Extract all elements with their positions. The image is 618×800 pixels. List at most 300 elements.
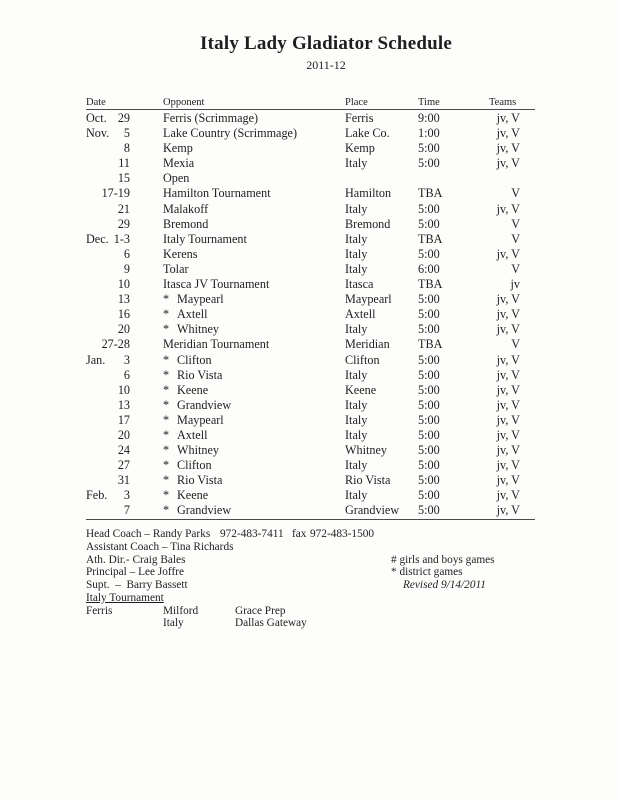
district-marker: *	[163, 458, 170, 473]
date-day: 13	[117, 397, 130, 412]
tournament-row	[86, 605, 535, 618]
opponent-cell	[163, 337, 345, 352]
time-cell: 5:00	[418, 292, 440, 307]
place-cell: Italy	[345, 261, 368, 276]
page-title: Italy Lady Gladiator Schedule	[200, 33, 452, 54]
district-marker: *	[163, 352, 170, 367]
time-cell: TBA	[418, 186, 443, 201]
opponent-name: Lake Country (Scrimmage)	[163, 126, 298, 141]
date-cell	[86, 503, 130, 518]
date-cell	[86, 217, 130, 232]
opponent-name: Bremond	[163, 216, 209, 231]
opponent-cell	[163, 186, 345, 201]
schedule-row	[86, 217, 535, 232]
head-coach-phone: 972-483-7411	[220, 528, 284, 540]
place-cell: Grandview	[345, 503, 400, 518]
teams-cell: jv, V	[496, 503, 520, 518]
place-cell: Meridian	[345, 337, 390, 352]
head-coach-text: Head Coach – Randy Parks	[86, 528, 211, 540]
date-day: 27	[117, 458, 130, 473]
opponent-cell	[163, 202, 345, 217]
time-cell: 5:00	[418, 397, 440, 412]
opponent-cell	[163, 413, 345, 428]
date-day: 1-3	[113, 231, 130, 246]
place-cell: Italy	[345, 412, 368, 427]
teams-cell: jv, V	[496, 458, 520, 473]
date-day: 31	[117, 473, 130, 488]
opponent-name: Whitney	[177, 443, 219, 458]
date-gap	[130, 353, 163, 368]
fax-label: fax	[292, 528, 307, 540]
schedule-row	[86, 171, 535, 186]
footer-block	[86, 528, 535, 630]
date-gap	[130, 337, 163, 352]
place-cell: Kemp	[345, 141, 375, 156]
place-cell	[345, 171, 418, 186]
tournament-team: Ferris	[86, 604, 113, 617]
header-teams: Teams	[489, 97, 517, 108]
teams-cell: jv, V	[496, 382, 520, 397]
date-cell	[86, 277, 130, 292]
schedule-row	[86, 186, 535, 201]
schedule-row	[86, 443, 535, 458]
schedule-row	[86, 353, 535, 368]
date-cell	[86, 368, 130, 383]
place-cell: Rio Vista	[345, 473, 391, 488]
date-gap	[130, 503, 163, 518]
date-day: 8	[123, 141, 130, 156]
time-cell: 9:00	[418, 111, 440, 125]
schedule-row	[86, 141, 535, 156]
district-marker: *	[163, 503, 170, 518]
teams-cell: jv, V	[496, 201, 520, 216]
opponent-name: Keene	[177, 382, 209, 397]
district-marker: *	[163, 473, 170, 488]
opponent-cell	[163, 398, 345, 413]
date-day: 29	[117, 216, 130, 231]
date-gap	[130, 156, 163, 171]
opponent-name: Rio Vista	[177, 367, 223, 382]
place-cell: Axtell	[345, 307, 376, 322]
date-cell	[86, 156, 130, 171]
date-cell	[86, 202, 130, 217]
opponent-name: Grandview	[177, 397, 232, 412]
date-cell	[86, 126, 130, 141]
opponent-name: Grandview	[177, 503, 232, 518]
teams-cell: jv, V	[496, 292, 520, 307]
time-cell: 1:00	[418, 126, 440, 141]
place-cell: Italy	[345, 488, 368, 503]
place-cell: Keene	[345, 382, 377, 397]
date-day: 20	[117, 427, 130, 442]
date-gap	[130, 141, 163, 156]
opponent-cell	[163, 428, 345, 443]
opponent-cell	[163, 307, 345, 322]
schedule-row	[86, 202, 535, 217]
district-marker: *	[163, 307, 170, 322]
place-cell: Maypearl	[345, 292, 392, 307]
opponent-cell	[163, 217, 345, 232]
teams-cell: jv, V	[496, 111, 520, 125]
opponent-name: Rio Vista	[177, 473, 223, 488]
opponent-cell	[163, 111, 345, 126]
opponent-cell	[163, 171, 345, 186]
date-day: 10	[117, 277, 130, 292]
opponent-name: Keene	[177, 488, 209, 503]
schedule-row	[86, 503, 535, 518]
schedule-row	[86, 398, 535, 413]
schedule-row	[86, 428, 535, 443]
time-cell: 5:00	[418, 352, 440, 367]
schedule-row	[86, 307, 535, 322]
teams-cell: V	[511, 186, 520, 201]
time-cell: 6:00	[418, 261, 440, 276]
teams-cell: V	[511, 261, 520, 276]
principal-text: Principal – Lee Joffre	[86, 566, 184, 579]
date-gap	[130, 413, 163, 428]
schedule-row	[86, 322, 535, 337]
district-marker: *	[163, 427, 170, 442]
date-cell	[86, 322, 130, 337]
teams-cell: jv, V	[496, 397, 520, 412]
date-gap	[130, 428, 163, 443]
time-cell: 5:00	[418, 382, 440, 397]
time-cell: 5:00	[418, 307, 440, 322]
superintendent-text: Supt. – Barry Bassett	[86, 579, 188, 591]
teams-cell: jv, V	[496, 126, 520, 141]
teams-cell: jv, V	[496, 412, 520, 427]
tournament-team: Milford	[163, 604, 199, 617]
date-day: 16	[117, 307, 130, 322]
opponent-name: Clifton	[177, 352, 212, 367]
district-marker: *	[163, 292, 170, 307]
date-gap	[130, 126, 163, 141]
opponent-cell	[163, 368, 345, 383]
teams-cell: jv	[510, 277, 520, 292]
date-gap	[130, 322, 163, 337]
place-cell: Italy	[345, 201, 368, 216]
staff-line-principal	[86, 566, 535, 579]
assistant-coach-text: Assistant Coach – Tina Richards	[86, 540, 234, 553]
legend-girls-boys: # girls and boys games	[391, 553, 495, 566]
date-day: 6	[123, 367, 130, 382]
date-day: 9	[123, 261, 130, 276]
district-marker: *	[163, 412, 170, 427]
place-cell: Hamilton	[345, 186, 392, 201]
place-cell: Itasca	[345, 277, 374, 292]
tournament-team	[86, 617, 163, 630]
staff-line-athletic-director	[86, 554, 535, 567]
schedule-row	[86, 488, 535, 503]
header-opponent: Opponent	[163, 97, 205, 108]
date-cell	[86, 247, 130, 262]
time-cell: 5:00	[418, 216, 440, 231]
opponent-cell	[163, 156, 345, 171]
schedule-row	[86, 458, 535, 473]
time-cell: 5:00	[418, 156, 440, 171]
teams-cell: jv, V	[496, 322, 520, 337]
date-month: Dec.	[86, 231, 109, 246]
header-date: Date	[86, 97, 106, 108]
date-month: Oct.	[86, 111, 107, 125]
date-gap	[130, 171, 163, 186]
date-month: Jan.	[86, 352, 106, 367]
date-day: 29	[117, 111, 130, 125]
opponent-name: Meridian Tournament	[163, 337, 270, 352]
date-gap	[130, 262, 163, 277]
date-cell	[86, 398, 130, 413]
opponent-cell	[163, 458, 345, 473]
header-time: Time	[418, 97, 440, 108]
date-cell	[86, 413, 130, 428]
place-cell: Italy	[345, 231, 368, 246]
date-cell	[86, 383, 130, 398]
schedule-row	[86, 262, 535, 277]
district-marker: *	[163, 397, 170, 412]
opponent-cell	[163, 503, 345, 518]
district-marker: *	[163, 443, 170, 458]
time-cell: 5:00	[418, 488, 440, 503]
place-cell: Italy	[345, 156, 368, 171]
tournament-title-line	[86, 592, 535, 605]
schedule-table	[86, 96, 535, 520]
date-gap	[130, 292, 163, 307]
teams-cell: V	[511, 231, 520, 246]
opponent-cell	[163, 292, 345, 307]
opponent-name: Maypearl	[177, 292, 224, 307]
date-cell	[86, 111, 130, 126]
date-gap	[130, 232, 163, 247]
time-cell: TBA	[418, 231, 443, 246]
revised-date: Revised 9/14/2011	[403, 579, 486, 591]
date-cell	[86, 458, 130, 473]
place-cell: Bremond	[345, 216, 391, 231]
teams-cell: jv, V	[496, 473, 520, 488]
opponent-cell	[163, 353, 345, 368]
date-day: 5	[123, 126, 130, 141]
schedule-header-row	[86, 96, 535, 110]
date-gap	[130, 202, 163, 217]
date-gap	[130, 186, 163, 201]
opponent-name: Axtell	[177, 427, 208, 442]
teams-cell: V	[511, 216, 520, 231]
date-cell	[86, 353, 130, 368]
opponent-cell	[163, 488, 345, 503]
date-cell	[86, 443, 130, 458]
date-gap	[130, 458, 163, 473]
date-cell	[86, 307, 130, 322]
teams-cell: jv, V	[496, 246, 520, 261]
schedule-row	[86, 247, 535, 262]
legend-district: * district games	[391, 566, 463, 579]
schedule-body	[86, 110, 535, 520]
date-day: 6	[123, 246, 130, 261]
date-gap	[130, 307, 163, 322]
opponent-cell	[163, 232, 345, 247]
teams-cell: jv, V	[496, 307, 520, 322]
date-day: 15	[117, 171, 130, 186]
date-gap	[130, 368, 163, 383]
time-cell: 5:00	[418, 367, 440, 382]
date-cell	[86, 141, 130, 156]
time-cell: 5:00	[418, 458, 440, 473]
opponent-name: Hamilton Tournament	[163, 186, 271, 201]
date-cell	[86, 171, 130, 186]
opponent-cell	[163, 277, 345, 292]
opponent-name: Tolar	[163, 261, 189, 276]
date-day: 3	[123, 488, 130, 503]
opponent-name: Maypearl	[177, 412, 224, 427]
date-gap	[130, 398, 163, 413]
opponent-cell	[163, 262, 345, 277]
time-cell: 5:00	[418, 427, 440, 442]
fax-number: 972-483-1500	[310, 528, 375, 540]
date-day: 10	[117, 382, 130, 397]
opponent-name: Clifton	[177, 458, 212, 473]
date-cell	[86, 292, 130, 307]
place-cell: Whitney	[345, 443, 387, 458]
time-cell: 5:00	[418, 322, 440, 337]
opponent-name: Whitney	[177, 322, 219, 337]
schedule-row	[86, 383, 535, 398]
date-gap	[130, 217, 163, 232]
teams-cell: jv, V	[496, 427, 520, 442]
schedule-row	[86, 368, 535, 383]
opponent-name: Ferris (Scrimmage)	[163, 111, 259, 125]
opponent-name: Axtell	[177, 307, 208, 322]
date-day: 13	[117, 292, 130, 307]
tournament-title: Italy Tournament	[86, 591, 164, 604]
time-cell: 5:00	[418, 246, 440, 261]
date-gap	[130, 473, 163, 488]
place-cell: Italy	[345, 397, 368, 412]
opponent-name: Kerens	[163, 246, 198, 261]
time-cell: 5:00	[418, 473, 440, 488]
teams-cell: jv, V	[496, 443, 520, 458]
date-day: 27-28	[101, 337, 130, 352]
district-marker: *	[163, 382, 170, 397]
opponent-cell	[163, 141, 345, 156]
date-day: 20	[117, 322, 130, 337]
schedule-row	[86, 156, 535, 171]
place-cell: Italy	[345, 322, 368, 337]
teams-cell: jv, V	[496, 156, 520, 171]
time-cell: 5:00	[418, 503, 440, 518]
date-gap	[130, 111, 163, 126]
date-month: Nov.	[86, 126, 110, 141]
date-cell	[86, 232, 130, 247]
date-day: 21	[117, 201, 130, 216]
tournament-team: Dallas Gateway	[235, 617, 307, 630]
date-cell	[86, 428, 130, 443]
teams-cell: jv, V	[496, 367, 520, 382]
place-cell: Italy	[345, 367, 368, 382]
tournament-team: Grace Prep	[235, 604, 286, 617]
opponent-cell	[163, 247, 345, 262]
header-place: Place	[345, 97, 368, 108]
opponent-name: Itasca JV Tournament	[163, 277, 270, 292]
opponent-name: Mexia	[163, 156, 195, 171]
time-cell: TBA	[418, 277, 443, 292]
place-cell: Lake Co.	[345, 126, 390, 141]
date-cell	[86, 488, 130, 503]
opponent-cell	[163, 443, 345, 458]
time-cell: TBA	[418, 337, 443, 352]
district-marker: *	[163, 488, 170, 503]
tournament-row	[86, 617, 535, 630]
teams-cell: V	[511, 337, 520, 352]
date-day: 17	[117, 412, 130, 427]
time-cell: 5:00	[418, 443, 440, 458]
schedule-row	[86, 126, 535, 141]
date-gap	[130, 488, 163, 503]
place-cell: Clifton	[345, 352, 380, 367]
date-day: 7	[123, 503, 130, 518]
date-cell	[86, 262, 130, 277]
date-cell	[86, 473, 130, 488]
opponent-cell	[163, 126, 345, 141]
title-block	[17, 33, 618, 73]
staff-line-head-coach	[86, 528, 535, 541]
schedule-row	[86, 232, 535, 247]
date-gap	[130, 383, 163, 398]
teams-cell: jv, V	[496, 352, 520, 367]
time-cell: 5:00	[418, 141, 440, 156]
date-cell	[86, 186, 130, 201]
place-cell: Ferris	[345, 111, 374, 125]
athletic-director-text: Ath. Dir.- Craig Bales	[86, 553, 186, 566]
season-subtitle: 2011-12	[306, 58, 346, 72]
date-gap	[130, 277, 163, 292]
date-gap	[130, 443, 163, 458]
schedule-row	[86, 277, 535, 292]
opponent-name: Kemp	[163, 141, 193, 156]
time-cell: 5:00	[418, 412, 440, 427]
tournament-team: Italy	[163, 617, 184, 630]
opponent-cell	[163, 322, 345, 337]
schedule-row	[86, 337, 535, 352]
opponent-cell	[163, 383, 345, 398]
place-cell: Italy	[345, 458, 368, 473]
date-gap	[130, 247, 163, 262]
date-day: 3	[123, 352, 130, 367]
opponent-name: Malakoff	[163, 201, 209, 216]
date-day: 17-19	[101, 186, 130, 201]
schedule-row	[86, 111, 535, 126]
teams-cell: jv, V	[496, 488, 520, 503]
date-day: 11	[118, 156, 130, 171]
staff-line-superintendent	[86, 579, 535, 592]
date-cell	[86, 337, 130, 352]
date-day: 24	[117, 443, 130, 458]
time-cell: 5:00	[418, 201, 440, 216]
place-cell: Italy	[345, 246, 368, 261]
schedule-row	[86, 292, 535, 307]
opponent-cell	[163, 473, 345, 488]
opponent-name: Open	[163, 171, 190, 186]
date-month: Feb.	[86, 488, 108, 503]
place-cell: Italy	[345, 427, 368, 442]
schedule-row	[86, 413, 535, 428]
teams-cell: jv, V	[496, 141, 520, 156]
district-marker: *	[163, 322, 170, 337]
schedule-row	[86, 473, 535, 488]
time-cell	[418, 171, 487, 186]
teams-cell	[487, 171, 535, 186]
district-marker: *	[163, 367, 170, 382]
tournament-teams	[86, 605, 535, 631]
opponent-name: Italy Tournament	[163, 231, 247, 246]
